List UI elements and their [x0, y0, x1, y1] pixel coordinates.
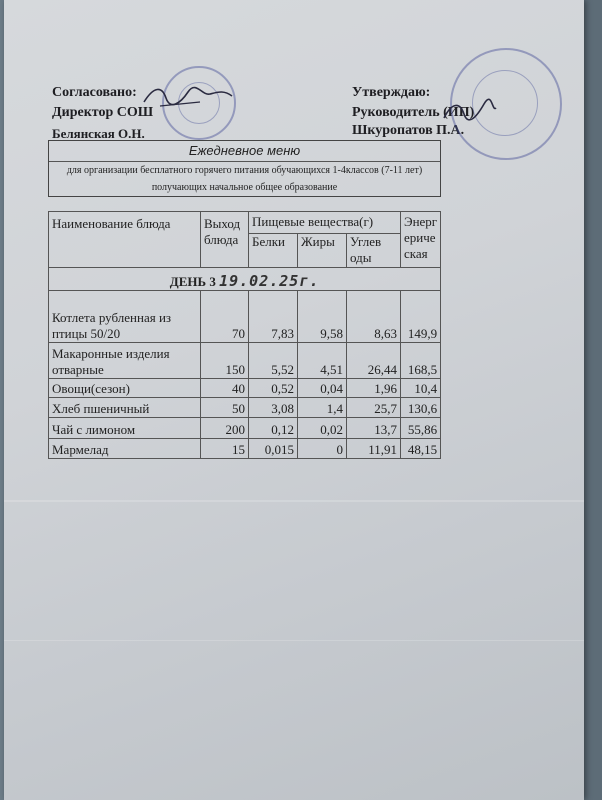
- header-fats: Жиры: [298, 234, 347, 268]
- table-row: [49, 398, 441, 418]
- table-row: [49, 343, 441, 379]
- header-energy-line: ская: [404, 246, 428, 261]
- handwritten-date: 19.02.25г.: [219, 272, 320, 290]
- background-wall: [584, 0, 602, 800]
- dish-proteins: 5,52: [249, 343, 298, 379]
- dish-carbs: 13,7: [347, 418, 401, 439]
- dish-yield: 150: [201, 343, 249, 379]
- menu-title: Ежедневное меню: [49, 141, 440, 162]
- table-row: [49, 291, 441, 343]
- dish-proteins: 0,12: [249, 418, 298, 439]
- dish-name: Чай с лимоном: [49, 418, 201, 439]
- header-nutrients: Пищевые вещества(г): [249, 212, 401, 234]
- dish-energy: 149,9: [401, 291, 441, 343]
- menu-subtitle: для организации бесплатного горячего питания обучающихся 1-4классов (7-11 лет): [66, 165, 423, 176]
- dish-name: Овощи(сезон): [49, 379, 201, 398]
- header-yield: Выход блюда: [201, 212, 249, 268]
- menu-header-box: [48, 140, 441, 197]
- header-energy-line: Энерг: [404, 214, 438, 229]
- director-signature: [140, 82, 235, 112]
- header-carbs-line: оды: [350, 250, 372, 265]
- dish-yield: 50: [201, 398, 249, 418]
- header-proteins: Белки: [249, 234, 298, 268]
- dish-carbs: 1,96: [347, 379, 401, 398]
- dish-name: Макаронные изделия отварные: [49, 343, 201, 379]
- dish-name: Хлеб пшеничный: [49, 398, 201, 418]
- dish-yield: 40: [201, 379, 249, 398]
- dish-energy: 10,4: [401, 379, 441, 398]
- dish-proteins: 3,08: [249, 398, 298, 418]
- header-dish-name: Наименование блюда: [49, 212, 201, 268]
- dish-carbs: 26,44: [347, 343, 401, 379]
- menu-table: [48, 211, 441, 459]
- dish-fats: 9,58: [298, 291, 347, 343]
- dish-energy: 48,15: [401, 439, 441, 459]
- dish-energy: 130,6: [401, 398, 441, 418]
- header-energy: [401, 212, 441, 268]
- director-name: Белянская О.Н.: [52, 126, 145, 141]
- menu-subtitle-2: получающих начальное общее образование: [151, 182, 338, 193]
- header-carbs: [347, 234, 401, 268]
- dish-carbs: 25,7: [347, 398, 401, 418]
- dish-name: Котлета рубленная из птицы 50/20: [49, 291, 201, 343]
- dish-yield: 15: [201, 439, 249, 459]
- paper-crease: [4, 640, 584, 641]
- header-energy-line: ериче: [404, 230, 436, 245]
- dish-proteins: 0,015: [249, 439, 298, 459]
- day-label: ДЕНЬ 3: [169, 274, 216, 289]
- approve-label: Утверждаю:: [352, 85, 431, 100]
- dish-energy: 55,86: [401, 418, 441, 439]
- dish-fats: 0,02: [298, 418, 347, 439]
- header-carbs-line: Углев: [350, 234, 382, 249]
- paper-crease: [4, 500, 584, 502]
- manager-name: Шкуропатов П.А.: [352, 123, 465, 138]
- manager-label: Руководитель (ИП): [352, 105, 475, 120]
- dish-yield: 70: [201, 291, 249, 343]
- table-row: [49, 439, 441, 459]
- table-row: [49, 379, 441, 398]
- dish-energy: 168,5: [401, 343, 441, 379]
- dish-carbs: 11,91: [347, 439, 401, 459]
- dish-fats: 1,4: [298, 398, 347, 418]
- dish-fats: 4,51: [298, 343, 347, 379]
- director-label: Директор СОШ: [52, 105, 154, 120]
- day-row: [49, 268, 441, 291]
- dish-yield: 200: [201, 418, 249, 439]
- dish-proteins: 7,83: [249, 291, 298, 343]
- table-row: [49, 418, 441, 439]
- dish-proteins: 0,52: [249, 379, 298, 398]
- dish-fats: 0: [298, 439, 347, 459]
- dish-carbs: 8,63: [347, 291, 401, 343]
- dish-name: Мармелад: [49, 439, 201, 459]
- manager-signature: [440, 96, 500, 126]
- approval-label: Согласовано:: [52, 85, 137, 100]
- dish-fats: 0,04: [298, 379, 347, 398]
